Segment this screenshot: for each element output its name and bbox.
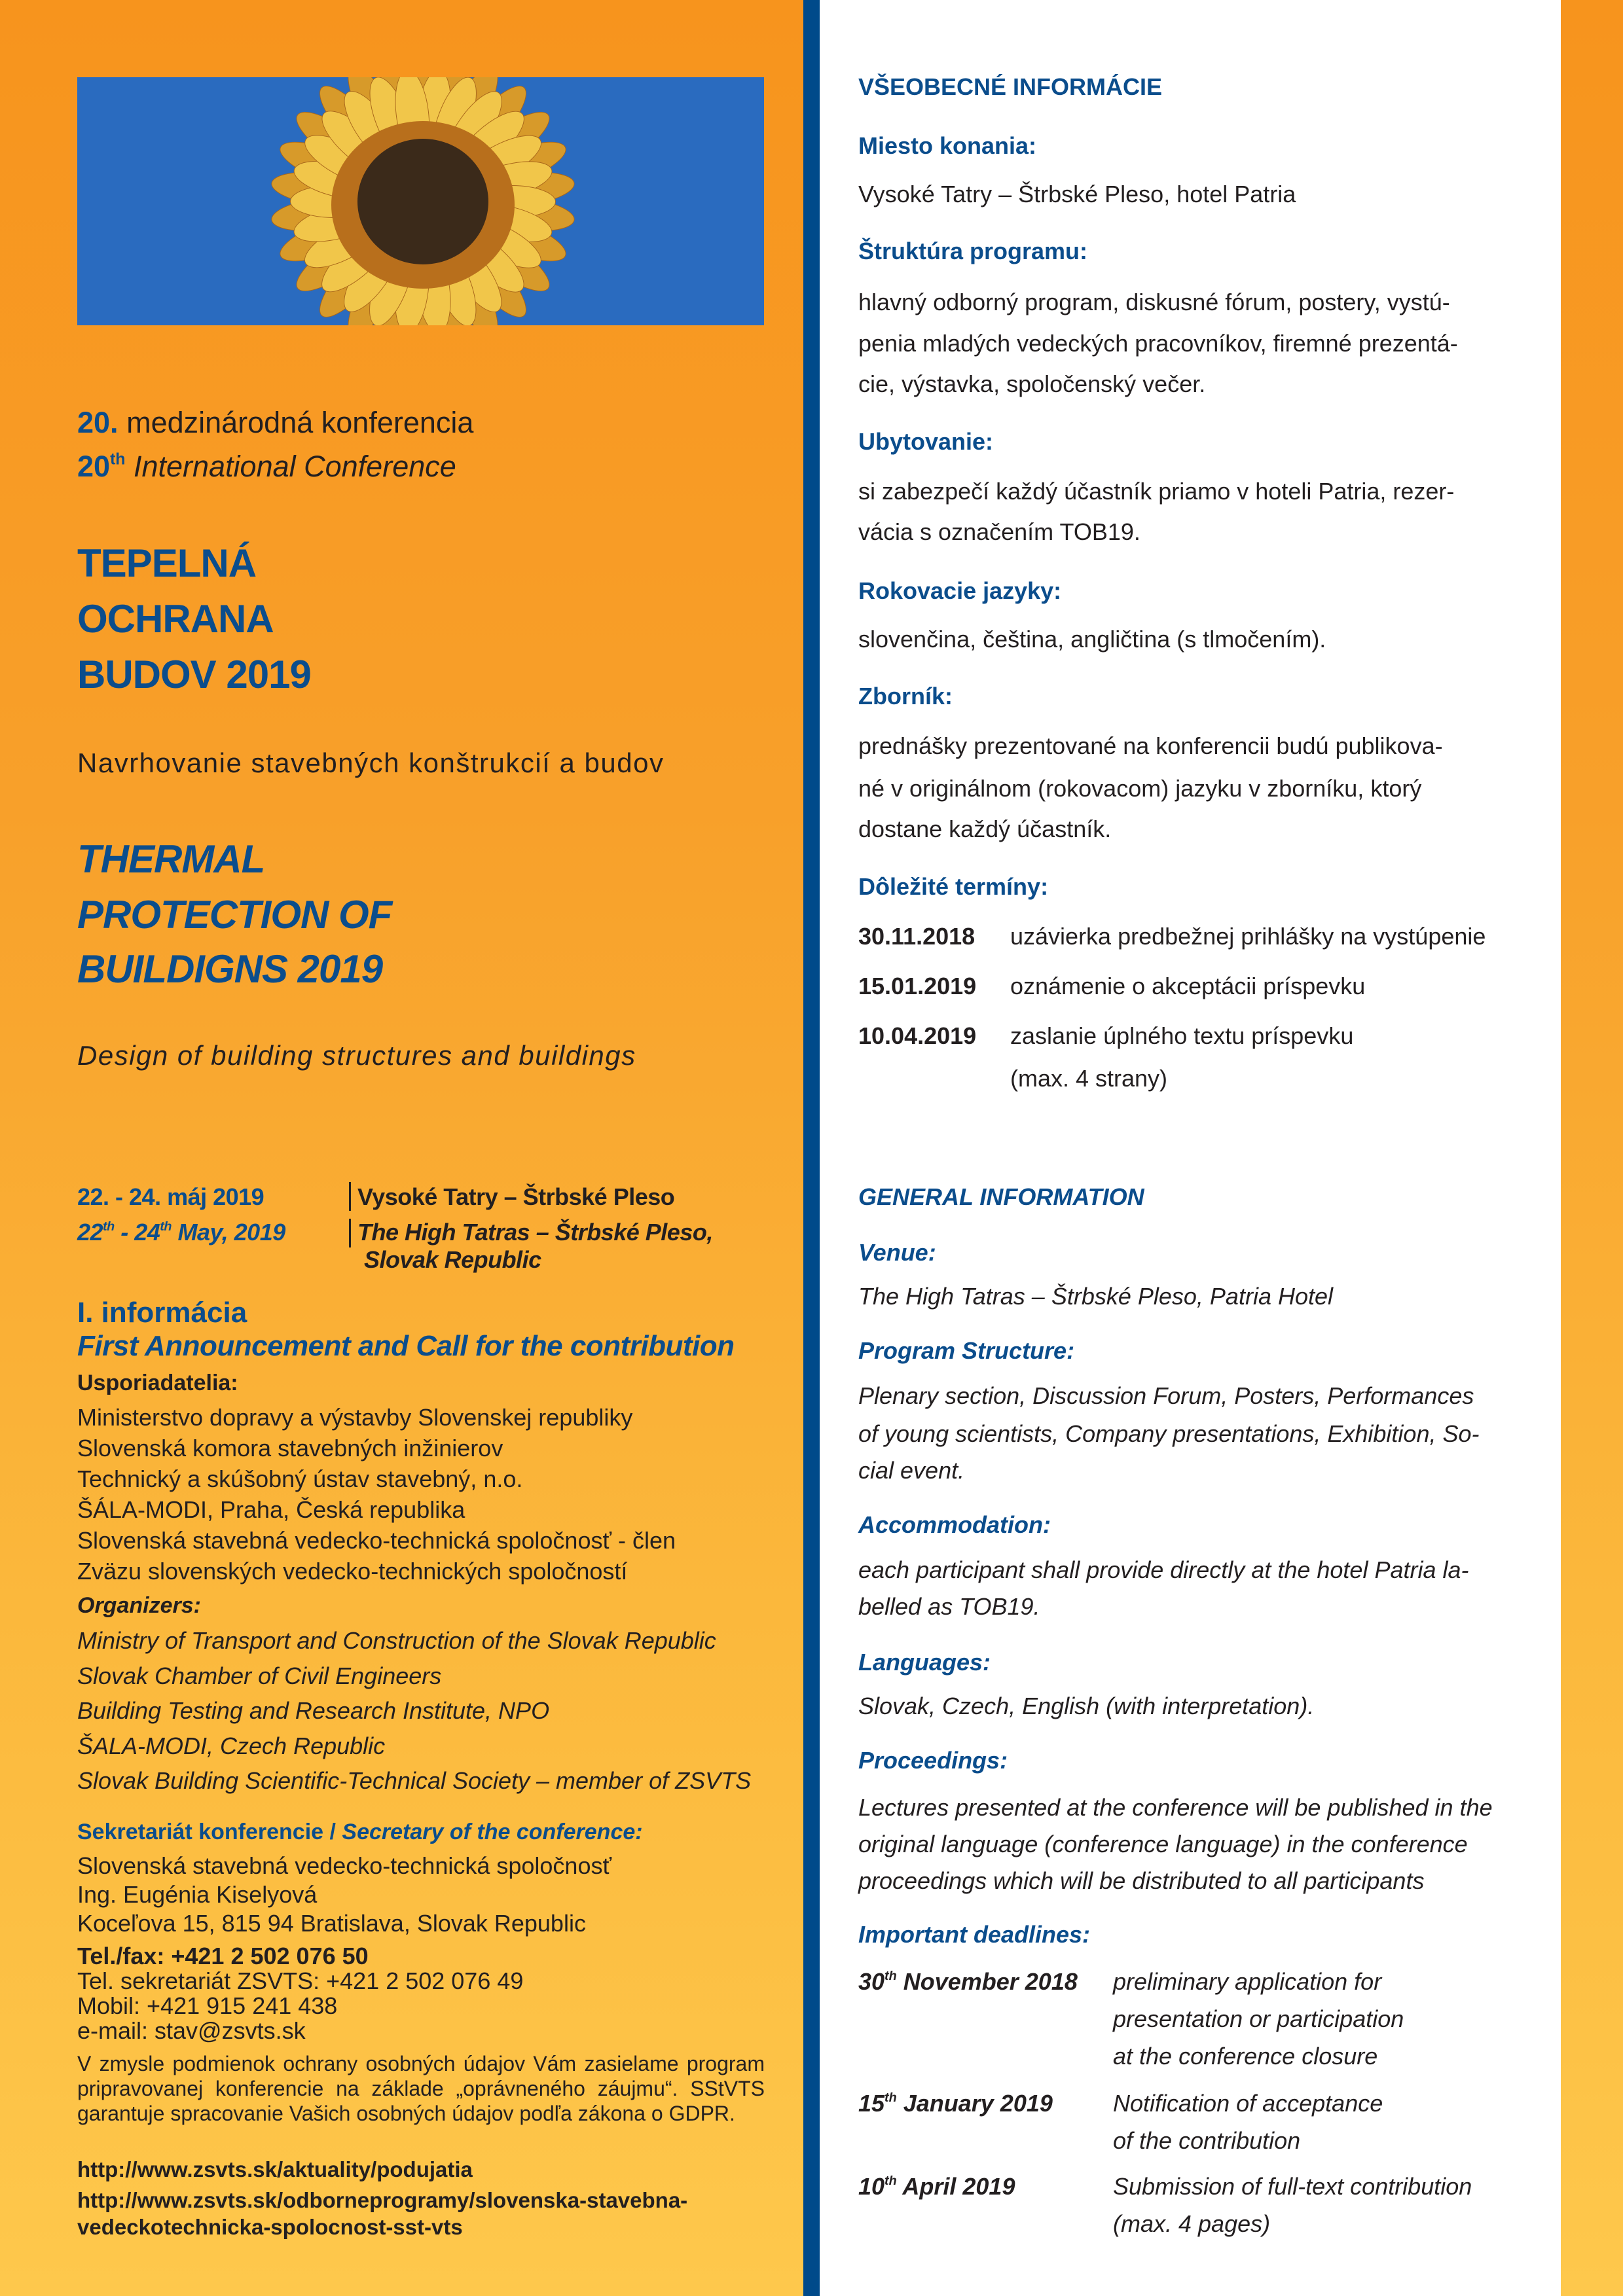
title-en-line-1: THERMAL <box>77 837 265 881</box>
organizer-sk: Slovenská komora stavebných inžinierov <box>77 1435 503 1462</box>
organizers-heading-sk: Usporiadatelia: <box>77 1371 238 1395</box>
separator-bar <box>349 1219 351 1247</box>
deadline-date-sk: 30.11.2018 <box>858 923 976 950</box>
venue-label-sk: Miesto konania: <box>858 132 1037 159</box>
title-sk-line-2: OCHRANA <box>77 597 274 641</box>
place-en-line-1: The High Tatras – Štrbské Pleso, <box>357 1219 713 1246</box>
conference-label-en: International Conference <box>133 450 456 483</box>
title-sk-line-1: TEPELNÁ <box>77 541 257 585</box>
sunflower-image <box>77 77 764 325</box>
languages-sk: slovenčina, čeština, angličtina (s tlmočením). <box>858 626 1326 653</box>
organizer-sk: Technický a skúšobný ústav stavebný, n.o. <box>77 1465 523 1492</box>
deadline-text-en: Submission of full-text contribution <box>1113 2173 1472 2200</box>
title-sk-line-3: BUDOV 2019 <box>77 653 311 696</box>
deadline-text-en: preliminary application for <box>1113 1968 1382 1995</box>
deadline-text-en: Notification of acceptance <box>1113 2090 1383 2117</box>
title-en-line-2: PROTECTION OF <box>77 893 392 937</box>
deadline-text-en: (max. 4 pages) <box>1113 2210 1271 2237</box>
accommodation-en-line: each participant shall provide directly at the hotel Patria la- <box>858 1556 1469 1583</box>
conference-label-sk: medzinárodná konferencia <box>126 406 474 439</box>
proceedings-sk-line: dostane každý účastník. <box>858 816 1112 842</box>
secretary-org: Slovenská stavebná vedecko-technická spoločnosť <box>77 1852 611 1879</box>
languages-label-sk: Rokovacie jazyky: <box>858 577 1062 604</box>
subtitle-en: Design of building structures and buildings <box>77 1040 636 1071</box>
conference-number-en <box>77 450 456 484</box>
organizer-sk: Ministerstvo dopravy a výstavby Slovenskej republiky <box>77 1404 633 1431</box>
organizer-sk: Slovenská stavebná vedecko-technická spoločnosť - člen <box>77 1527 676 1554</box>
secretary-heading: Sekretariát konferencie / Secretary of the conference: <box>77 1820 643 1844</box>
info-heading-sk: I. informácia <box>77 1297 247 1329</box>
url-link-2-cont[interactable]: vedeckotechnicka-spolocnost-sst-vts <box>77 2215 463 2239</box>
secretary-person: Ing. Eugénia Kiselyová <box>77 1881 318 1908</box>
separator-bar <box>349 1182 351 1211</box>
tel-fax: Tel./fax: +421 2 502 076 50 <box>77 1943 369 1969</box>
proceedings-en-line: proceedings which will be distributed to all participants <box>858 1867 1425 1894</box>
venue-en: The High Tatras – Štrbské Pleso, Patria Hotel <box>858 1283 1334 1310</box>
accommodation-en-line: belled as TOB19. <box>858 1593 1040 1620</box>
deadline-date-sk: 10.04.2019 <box>858 1022 977 1049</box>
proceedings-en-line: original language (conference language) in the conference <box>858 1831 1468 1857</box>
proceedings-en-line: Lectures presented at the conference will be published in the <box>858 1794 1493 1821</box>
date-en: 22th - 24th May, 2019 <box>77 1219 285 1246</box>
deadline-text-sk-cont: (max. 4 strany) <box>1010 1065 1168 1092</box>
program-sk-line: cie, výstavka, spoločenský večer. <box>858 370 1206 397</box>
program-label-sk: Štruktúra programu: <box>858 238 1088 264</box>
accommodation-sk-line: si zabezpečí každý účastník priamo v hoteli Patria, rezer- <box>858 478 1455 505</box>
subtitle-sk: Navrhovanie stavebných konštrukcií a budov <box>77 747 665 778</box>
deadlines-label-sk: Dôležité termíny: <box>858 873 1049 900</box>
email-link[interactable]: e-mail: stav@zsvts.sk <box>77 2017 306 2044</box>
deadline-text-sk: zaslanie úplného textu príspevku <box>1010 1022 1354 1049</box>
venue-label-en: Venue: <box>858 1239 936 1266</box>
organizer-en: Building Testing and Research Institute, NPO <box>77 1697 550 1724</box>
general-info-heading-en: GENERAL INFORMATION <box>858 1183 1144 1210</box>
organizers-heading-en: Organizers: <box>77 1593 201 1618</box>
program-en-line: cial event. <box>858 1457 965 1484</box>
organizer-sk: Zväzu slovenských vedecko-technických spoločností <box>77 1558 628 1585</box>
languages-en: Slovak, Czech, English (with interpretation). <box>858 1693 1315 1719</box>
accommodation-sk-line: vácia s označením TOB19. <box>858 518 1140 545</box>
program-en-line: Plenary section, Discussion Forum, Posters, Performances <box>858 1382 1474 1409</box>
proceedings-label-en: Proceedings: <box>858 1747 1008 1774</box>
deadline-text-en: at the conference closure <box>1113 2043 1378 2070</box>
place-sk: Vysoké Tatry – Štrbské Pleso <box>357 1183 675 1210</box>
secretary-address: Koceľova 15, 815 94 Bratislava, Slovak Republic <box>77 1910 586 1937</box>
proceedings-sk-line: prednášky prezentované na konferencii budú publikova- <box>858 732 1443 759</box>
deadline-text-sk: oznámenie o akceptácii príspevku <box>1010 973 1366 999</box>
accommodation-label-sk: Ubytovanie: <box>858 428 994 455</box>
organizer-sk: ŠÁLA-MODI, Praha, Česká republika <box>77 1496 465 1523</box>
venue-sk: Vysoké Tatry – Štrbské Pleso, hotel Patria <box>858 181 1296 207</box>
conference-ordinal: 20. <box>77 406 119 439</box>
url-link-1[interactable]: http://www.zsvts.sk/aktuality/podujatia <box>77 2157 473 2181</box>
proceedings-label-sk: Zborník: <box>858 683 953 709</box>
title-en-line-3: BUILDIGNS 2019 <box>77 947 383 991</box>
organizer-en: Ministry of Transport and Construction of the Slovak Republic <box>77 1627 716 1654</box>
languages-label-en: Languages: <box>858 1649 991 1676</box>
organizer-en: Slovak Chamber of Civil Engineers <box>77 1662 442 1689</box>
program-en-line: of young scientists, Company presentations, Exhibition, So- <box>858 1420 1480 1447</box>
program-sk-line: hlavný odborný program, diskusné fórum, postery, vystú- <box>858 289 1450 315</box>
gdpr-note: V zmysle podmienok ochrany osobných údajov Vám zasielame program pripravovanej konferencie na základe „oprávneného záujmu“. SStVTS garantuje spracovanie Vašich osobných údajov podľa zákona o GDPR. <box>77 2052 765 2125</box>
deadlines-label-en: Important deadlines: <box>858 1921 1091 1948</box>
deadline-text-en: presentation or participation <box>1113 2005 1404 2032</box>
deadline-text-en: of the contribution <box>1113 2127 1301 2154</box>
organizer-en: ŠALA-MODI, Czech Republic <box>77 1732 386 1759</box>
deadline-date-en: 15th January 2019 <box>858 2090 1053 2117</box>
conference-number-sk <box>77 406 473 440</box>
deadline-date-sk: 15.01.2019 <box>858 973 977 999</box>
program-label-en: Program Structure: <box>858 1337 1075 1364</box>
conference-ordinal-en: 20th <box>77 450 126 483</box>
deadline-date-en: 30th November 2018 <box>858 1968 1078 1995</box>
program-sk-line: penia mladých vedeckých pracovníkov, firemné prezentá- <box>858 330 1458 357</box>
accommodation-label-en: Accommodation: <box>858 1511 1051 1538</box>
deadline-date-en: 10th April 2019 <box>858 2173 1015 2200</box>
proceedings-sk-line: né v originálnom (rokovacom) jazyku v zborníku, ktorý <box>858 775 1422 802</box>
url-link-2[interactable]: http://www.zsvts.sk/odborneprogramy/slovenska-stavebna- <box>77 2188 688 2212</box>
date-sk: 22. - 24. máj 2019 <box>77 1183 264 1210</box>
divider-stripe <box>803 0 820 2296</box>
general-info-heading-sk: VŠEOBECNÉ INFORMÁCIE <box>858 73 1163 100</box>
mobile: Mobil: +421 915 241 438 <box>77 1992 338 2019</box>
place-en-line-2: Slovak Republic <box>364 1246 541 1273</box>
sunflower-icon <box>77 77 764 325</box>
deadline-text-sk: uzávierka predbežnej prihlášky na vystúpenie <box>1010 923 1486 950</box>
organizer-en: Slovak Building Scientific-Technical Society – member of ZSVTS <box>77 1767 752 1794</box>
info-heading-en: First Announcement and Call for the contribution <box>77 1330 735 1362</box>
tel-zsvts: Tel. sekretariát ZSVTS: +421 2 502 076 49 <box>77 1967 524 1994</box>
